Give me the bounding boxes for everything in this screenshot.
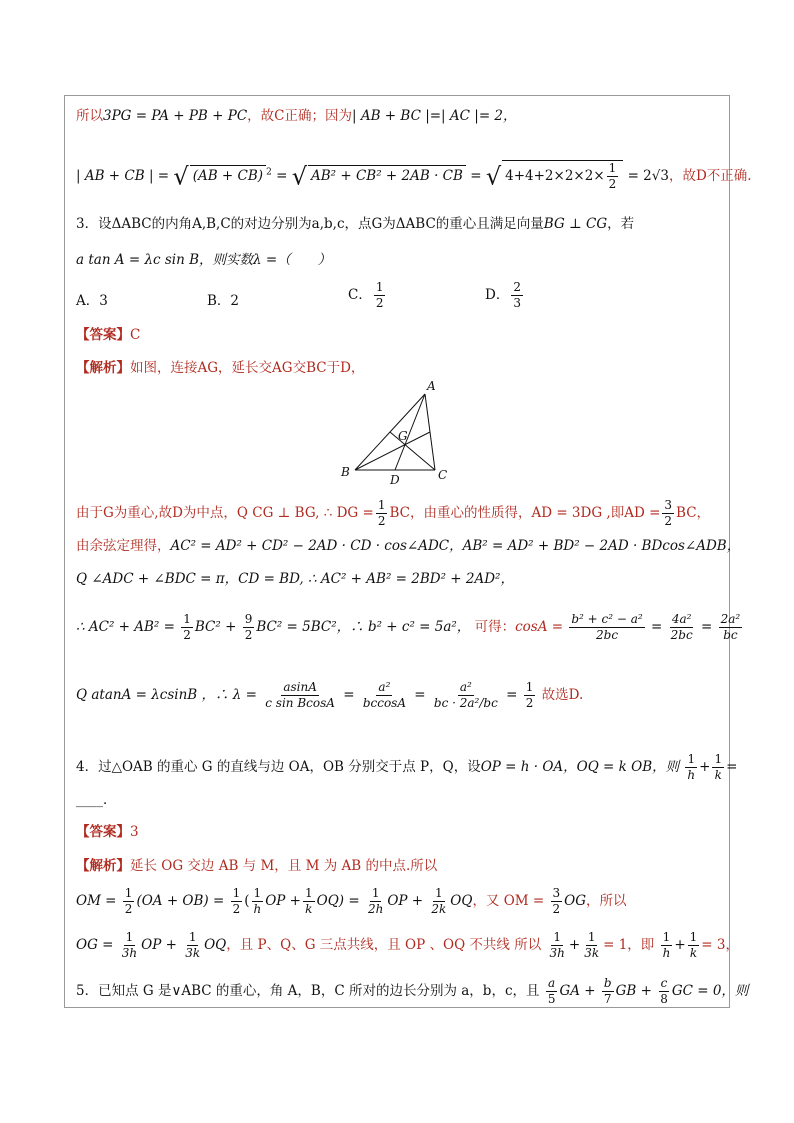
num: b² + c² − a² [571, 612, 643, 626]
formula: = 2√3 [627, 168, 669, 184]
formula: OP + [141, 937, 177, 953]
den: h [253, 902, 262, 916]
formula: + [674, 937, 686, 953]
question-5 [76, 976, 748, 1007]
num: 3 [664, 498, 673, 512]
num: 1 [375, 280, 384, 294]
option-c [348, 280, 387, 311]
formula: OG = [76, 937, 114, 953]
den: h [687, 768, 696, 782]
num: 2 [513, 280, 521, 294]
formula: OQ) = [316, 893, 360, 909]
den: bc · 2a²/bc [433, 696, 498, 710]
num: 4a² [671, 612, 692, 626]
text: ，又 OM = [472, 893, 545, 909]
answer-3 [76, 325, 140, 345]
den: 2bc [596, 628, 619, 642]
num: a [548, 976, 556, 990]
den: 3h [121, 946, 138, 960]
formula: = 1，即 [603, 937, 655, 953]
formula: BG ⊥ CG [543, 216, 608, 232]
num: 2a² [720, 612, 741, 626]
formula: BC² = 5BC²，∴ b² + c² = 5a²， [256, 619, 471, 635]
den: bc [723, 628, 738, 642]
label-b: B [341, 465, 350, 479]
den: 3 [513, 296, 521, 310]
question-4-blank: ____． [76, 792, 117, 808]
label-a: A [427, 379, 436, 393]
num: 1 [371, 886, 380, 900]
den: 2 [377, 514, 386, 528]
label: D． [485, 287, 510, 303]
den: 2 [244, 628, 253, 642]
den: 8 [660, 992, 668, 1006]
num: 1 [125, 930, 134, 944]
den: 2 [124, 902, 133, 916]
num: 1 [662, 930, 671, 944]
formula: BC² + [194, 619, 237, 635]
num: 3 [552, 886, 561, 900]
text: 由余弦定理得， [76, 538, 171, 554]
formula: OQ [204, 937, 227, 953]
solution-3-line3: Q ∠ADC + ∠BDC = π，CD = BD, ∴ AC² + AB² = 2BD² + 2AD²， [76, 571, 514, 587]
triangle-figure [335, 378, 455, 486]
formula: OG [564, 893, 587, 909]
num: 1 [714, 752, 723, 766]
question-3-line2: a tan A = λc sin B，则实数λ =（ ） [76, 252, 332, 268]
den: c sin BcosA [265, 696, 335, 710]
num: 1 [183, 612, 191, 626]
formula: OQ [450, 893, 473, 909]
text: ，且 P、Q、G 三点共线，且 OP 、OQ 不共线 所以 [226, 937, 542, 953]
label-g: G [398, 429, 408, 443]
label-c: C [438, 468, 448, 482]
formula: = 3， [701, 937, 739, 953]
den: 2 [552, 902, 561, 916]
num: 1 [377, 498, 386, 512]
text: 所以 [76, 108, 103, 124]
solution-4-line1 [76, 886, 627, 917]
solution-3-line4 [76, 612, 744, 643]
den: k [305, 902, 313, 916]
answer-tag: 【答案】 [76, 327, 130, 343]
den: 2k [431, 902, 447, 916]
formula: = [726, 759, 738, 775]
num: a² [378, 680, 391, 694]
answer-4 [76, 822, 139, 842]
text: 可得： [474, 619, 516, 635]
den: 2 [608, 177, 617, 191]
text: 由于G为重心,故D为中点，Q CG ⊥ BG, ∴ DG = [76, 505, 374, 521]
formula: 3PG = PA + PB + PC [103, 108, 248, 124]
text: 故选D. [541, 687, 584, 703]
num: 1 [687, 752, 696, 766]
formula: AC² = AD² + CD² − 2AD · CD · cos∠ADC，AB² = AD² + BD² − 2AD · BDcos∠ADB， [170, 538, 741, 554]
num: 1 [587, 930, 596, 944]
answer-value: 3 [130, 824, 139, 840]
line-2: | AB + CB | = √ (AB + CB) $^2$ = √ AB² + CB² + 2AB · CB = √ 4+4+2×2×2× $\frac{1}{2}$ = 2√3，故D不正确. [76, 161, 752, 191]
text: ，故D不正确. [668, 168, 752, 184]
formula: ∴ AC² + AB² = [76, 619, 175, 635]
formula: cosA = [515, 619, 564, 635]
den: 2h [367, 902, 384, 916]
formula: (AB + CB) [190, 165, 266, 186]
formula: GC = 0，则 [671, 983, 749, 999]
num: 1 [124, 886, 133, 900]
solution-3 [76, 358, 364, 378]
formula: OP + [387, 893, 424, 909]
formula: = [470, 168, 486, 184]
formula: + [568, 937, 581, 953]
text: ，所以 [586, 893, 627, 909]
answer-tag: 【答案】 [76, 824, 130, 840]
solution-4-line2 [76, 930, 739, 961]
num: c [660, 976, 668, 990]
solution-3-line5 [76, 680, 583, 711]
text: 4．过△OAB 的重心 G 的直线与边 OA，OB 分别交于点 P，Q，设 [76, 759, 481, 775]
formula: = [410, 687, 430, 703]
formula: = [501, 687, 522, 703]
num: b [603, 976, 612, 990]
solution-3-line1 [76, 498, 710, 529]
den: 2 [183, 628, 191, 642]
text: ，若 [607, 216, 635, 232]
den: 3k [185, 946, 201, 960]
formula: OP + [265, 893, 301, 909]
num: 1 [689, 930, 698, 944]
formula: ( [244, 893, 250, 909]
num: 1 [525, 680, 534, 694]
text: 5．已知点 G 是∨ABC 的重心，角 A，B，C 所对的边长分别为 a，b，c，且 [76, 983, 540, 999]
option-b: B．2 [207, 293, 240, 309]
den: 2 [232, 902, 241, 916]
num: 1 [553, 930, 562, 944]
den: bccosA [362, 696, 406, 710]
den: 3h [549, 946, 565, 960]
formula: = [696, 619, 717, 635]
formula: + [699, 759, 711, 775]
formula: 4+4+2×2×2× [505, 168, 605, 184]
question-3-line1 [76, 214, 634, 234]
formula: = [338, 687, 359, 703]
num: 1 [188, 930, 197, 944]
option-d [485, 280, 525, 311]
num: 9 [244, 612, 253, 626]
den: k [689, 946, 698, 960]
solution-4 [76, 856, 437, 876]
formula: | AB + BC |=| AC |= 2， [352, 108, 517, 124]
den: 2 [375, 296, 384, 310]
formula: AB² + CB² + 2AB · CB [308, 165, 466, 186]
num: a² [459, 680, 472, 694]
text: BC， [676, 505, 711, 521]
question-4 [76, 752, 737, 783]
den: 2 [525, 696, 534, 710]
solution-text: 延长 OG 交边 AB 与 M，且 M 为 AB 的中点.所以 [130, 858, 438, 874]
den: 7 [603, 992, 612, 1006]
formula: GA + [559, 983, 596, 999]
formula: = [646, 619, 667, 635]
num: 1 [232, 886, 241, 900]
solution-text: 如图，连接AG，延长交AG交BC于D， [130, 360, 365, 376]
num: 1 [435, 886, 443, 900]
num: 1 [253, 886, 262, 900]
den: k [714, 768, 722, 782]
answer-value: C [130, 327, 141, 343]
formula: (OA + OB) = [136, 893, 225, 909]
text: ，故C正确；因为 [247, 108, 352, 124]
solution-3-line2 [76, 536, 740, 556]
solution-tag: 【解析】 [76, 858, 130, 874]
den: 5 [547, 992, 556, 1006]
option-a: A．3 [76, 293, 108, 309]
label-d: D [390, 473, 400, 486]
solution-tag: 【解析】 [76, 360, 130, 376]
formula: | AB + CB | = [76, 168, 170, 184]
formula: GB + [615, 983, 652, 999]
label: C． [348, 287, 372, 303]
den: 2 [664, 514, 673, 528]
formula: OM = [76, 893, 117, 909]
den: h [662, 946, 671, 960]
text: BC，由重心的性质得，AD = 3DG ,即AD = [389, 505, 661, 521]
formula: OP = h · OA，OQ = k OB，则 [480, 759, 680, 775]
formula: Q atanA = λcsinB ，∴ λ = [76, 687, 257, 703]
text: 3．设ΔABC的内角A,B,C的对边分别为a,b,c，点G为ΔABC的重心且满足向量 [76, 216, 544, 232]
den: 2bc [670, 628, 693, 642]
formula: = [276, 168, 292, 184]
num: 1 [305, 886, 313, 900]
num: 1 [608, 161, 617, 175]
num: asinA [283, 680, 317, 694]
den: 3k [584, 946, 600, 960]
line-1 [76, 106, 517, 126]
median-b [355, 432, 430, 470]
